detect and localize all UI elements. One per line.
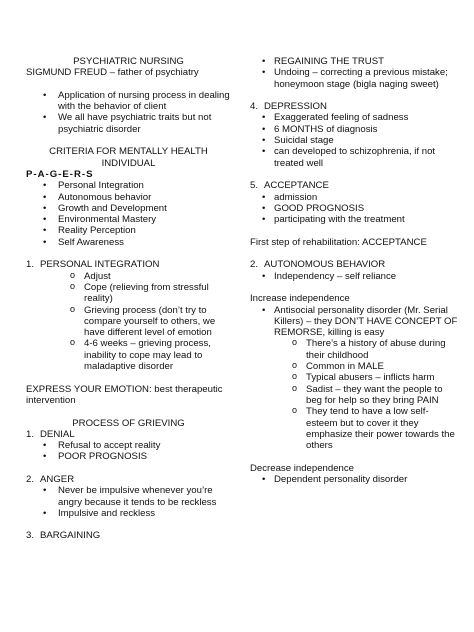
grieving-heading: PROCESS OF GRIEVING: [72, 417, 185, 429]
section-number: 1.: [26, 428, 35, 440]
list-item: • Undoing – correcting a previous mistake; honeymoon stage (bigla naging sweet): [250, 67, 460, 90]
personal-integration-list: [26, 271, 231, 373]
list-item: o Adjust: [26, 271, 231, 282]
list-item: • Environmental Mastery: [26, 214, 231, 225]
increase-list: [250, 305, 460, 339]
denial-list: [26, 440, 231, 463]
list-item: o Common in MALE: [250, 361, 460, 372]
list-item: o There’s a history of abuse during their childhood: [250, 338, 460, 361]
list-item: o Sadist – they want the people to beg for help so they bring PAIN: [250, 384, 460, 407]
list-item: • participating with the treatment: [250, 214, 460, 225]
list-item: • REGAINING THE TRUST: [250, 56, 460, 67]
acceptance-list: [250, 192, 460, 226]
list-item: • Impulsive and reckless: [26, 508, 231, 519]
increase-heading: Increase independence: [250, 293, 350, 305]
list-item: • Suicidal stage: [250, 135, 460, 146]
list-item: • 6 MONTHS of diagnosis: [250, 124, 460, 135]
section-label: BARGAINING: [40, 530, 101, 542]
list-item: • Application of nursing process in dealing with the behavior of client: [26, 90, 231, 113]
freud-subtitle: SIGMUND FREUD – father of psychiatry: [26, 67, 199, 79]
criteria-heading: CRITERIA FOR MENTALLY HEALTH INDIVIDUAL: [49, 146, 208, 169]
list-item: • Independency – self reliance: [250, 271, 460, 282]
section-personal-integration: [26, 259, 231, 270]
list-item: • Personal Integration: [26, 180, 231, 191]
express-note: EXPRESS YOUR EMOTION: best therapeutic intervention: [26, 383, 223, 406]
list-item: • admission: [250, 192, 460, 203]
depression-list: [250, 112, 460, 168]
rehab-note: First step of rehabilitation: ACCEPTANCE: [250, 236, 427, 248]
right-column: [250, 56, 460, 485]
section-label: ACCEPTANCE: [264, 180, 329, 192]
section-label: PERSONAL INTEGRATION: [40, 259, 160, 271]
list-item: o Grieving process (don’t try to compare yourself to others, we have different level of emotion: [26, 305, 231, 339]
section-depression: [250, 101, 460, 112]
section-number: 3.: [26, 530, 35, 542]
section-number: 4.: [250, 101, 259, 113]
section-label: AUTONOMOUS BEHAVIOR: [264, 259, 386, 271]
decrease-list: [250, 474, 460, 485]
pagers-label: P-A-G-E-R-S: [26, 168, 94, 180]
list-item: o They tend to have a low self-esteem but to cover it they emphasize their power towards the others: [250, 406, 460, 451]
section-number: 5.: [250, 180, 259, 192]
list-item: • Refusal to accept reality: [26, 440, 231, 451]
anger-list: [26, 485, 231, 519]
section-number: 2.: [250, 259, 259, 271]
list-item: • Antisocial personality disorder (Mr. Serial Killers) – they DON’T HAVE CONCEPT OF REMORSE, killing is easy: [250, 305, 460, 339]
list-item: o Cope (relieving from stressful reality): [26, 282, 231, 305]
list-item: • Exaggerated feeling of sadness: [250, 112, 460, 123]
list-item: • POOR PROGNOSIS: [26, 451, 231, 462]
list-item: • can developed to schizophrenia, if not treated well: [250, 146, 460, 169]
list-item: o 4-6 weeks – grieving process, inability to cope may lead to maladaptive disorder: [26, 338, 231, 372]
list-item: o Typical abusers – inflicts harm: [250, 372, 460, 383]
section-bargaining: [26, 530, 231, 541]
pagers-list: [26, 180, 231, 248]
list-item: • Growth and Development: [26, 203, 231, 214]
section-number: 2.: [26, 473, 35, 485]
section-denial: [26, 429, 231, 440]
autonomous-list: [250, 271, 460, 282]
list-item: • Autonomous behavior: [26, 192, 231, 203]
decrease-heading: Decrease independence: [250, 462, 355, 474]
antisocial-sub-list: [250, 338, 460, 451]
section-label: DEPRESSION: [264, 101, 327, 113]
section-label: DENIAL: [40, 428, 75, 440]
list-item: • Reality Perception: [26, 225, 231, 236]
list-item: • Self Awareness: [26, 237, 231, 248]
section-autonomous: [250, 259, 460, 270]
list-item: • We all have psychiatric traits but not psychiatric disorder: [26, 112, 231, 135]
section-acceptance: [250, 180, 460, 191]
bargaining-continued-list: [250, 56, 460, 90]
page-title: PSYCHIATRIC NURSING: [73, 56, 184, 67]
section-number: 1.: [26, 259, 35, 271]
section-anger: [26, 474, 231, 485]
list-item: • Never be impulsive whenever you’re angry because it tends to be reckless: [26, 485, 231, 508]
list-item: • GOOD PROGNOSIS: [250, 203, 460, 214]
left-column: [26, 56, 231, 542]
list-item: • Dependent personality disorder: [250, 474, 460, 485]
section-label: ANGER: [40, 473, 75, 485]
intro-list: [26, 90, 231, 135]
